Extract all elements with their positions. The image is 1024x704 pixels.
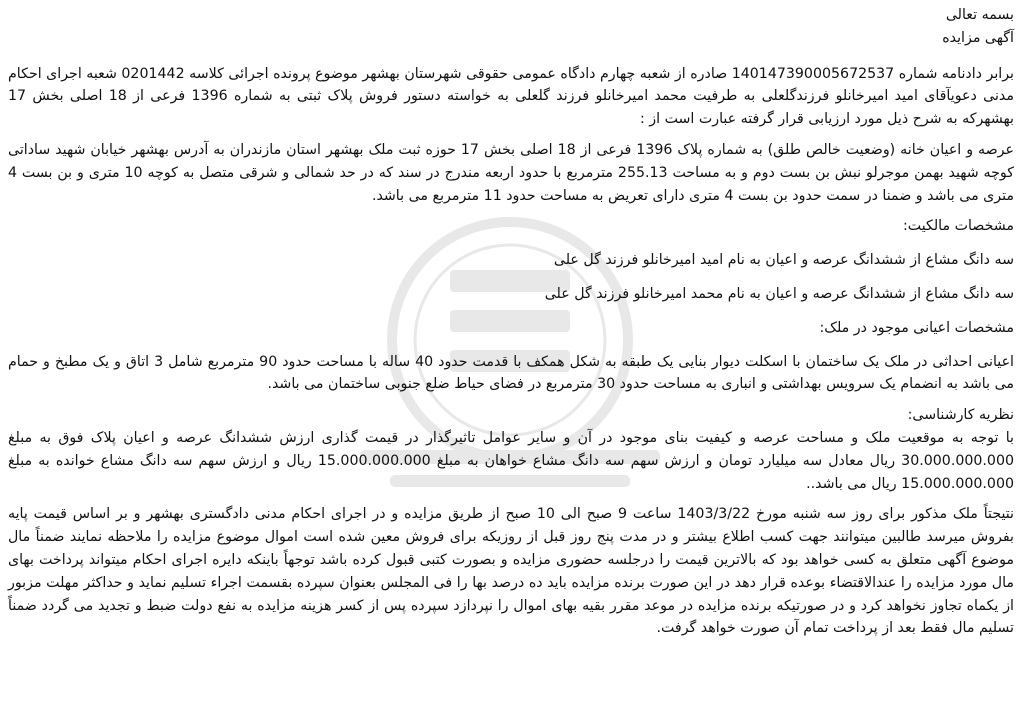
intro-paragraph: برابر دادنامه شماره 140147390005672537 صادره از شعبه چهارم دادگاه عمومی حقوقی شهرستان بهشهر موضوع پرونده اجرائی کلاسه 0201442 شعبه اجرای احکام مدنی دعویآقای امید امیرخانلو فرزندگلعلی به طرفیت محمد امیرخانلو فرزند گلعلی به خواسته دستور فروش پلاک ثبتی به شماره 1396 فرعی از 18 اصلی بخش 17 بهشهرکه به شرح ذیل مورد ارزیابی قرار گرفته عبارت است از : [8, 65, 1014, 128]
ownership-label: مشخصات مالکیت: [903, 218, 1014, 235]
owner-line-1: سه دانگ مشاع از ششدانگ عرصه و اعیان به نام امید امیرخانلو فرزند گل علی [553, 252, 1014, 269]
expert-label: نظریه کارشناسی: [907, 407, 1014, 424]
invocation-heading: بسمه تعالی [945, 7, 1014, 23]
buildings-paragraph: اعیانی احداثی در ملک یک ساختمان با اسکلت دیوار بنایی یک طبقه به شکل همکف با قدمت حدود 40 ساله با مساحت حدود 90 مترمربع شامل 3 اتاق و یک مطبخ و حمام می باشد به انضمام یک سرویس بهداشتی و انباری به مساحت حدود 30 مترمربع در فضای حیاط ضلع جنوبی ساختمان می باشد. [8, 353, 1014, 393]
auction-notice [8, 4, 1014, 640]
expert-paragraph: با توجه به موقعیت ملک و مساحت عرصه و کیفیت بنای موجود در آن و سایر عوامل تاثیرگذار در قیمت گذاری ارزش ششدانگ عرصه و اعیان پلاک فوق به مبلغ 30.000.000.000 ریال معادل سه میلیارد تومان و ارزش سهم سه دانگ مشاع خواهان به مبلغ 15.000.000.000 ریال و ارزش سهم سه دانگ مشاع خوانده به مبلغ 15.000.000.000 ریال می باشد.. [8, 429, 1014, 492]
buildings-label: مشخصات اعیانی موجود در ملک: [819, 319, 1014, 336]
notice-title: آگهی مزایده [942, 29, 1014, 46]
owner-line-2: سه دانگ مشاع از ششدانگ عرصه و اعیان به نام محمد امیرخانلو فرزند گل علی [544, 285, 1014, 302]
property-paragraph: عرصه و اعیان خانه (وضعیت خالص طلق) به شماره پلاک 1396 فرعی از 18 اصلی بخش 17 حوزه ثبت ملک بهشهر استان مازندران به آدرس بهشهر خیابان شهید ساداتی کوچه شهید بهمن موجرلو نبش بن بست دوم و به مساحت 255.13 مترمربع با حدود اربعه مندرج در سند که در حد شمالی و شرقی متصل به کوچه 10 متری و بن بست 4 متری می باشد و ضمنا در سمت حدود بن بست 4 متری دارای تعریض به مساحت حدود 11 مترمربع می باشد. [8, 141, 1015, 204]
conclusion-paragraph: نتیجتاً ملک مذکور برای روز سه شنبه مورخ 1403/3/22 ساعت 9 صبح الی 10 صبح از طریق مزایده و در اجرای احکام مدنی دادگستری بهشهر و بر اساس قیمت پایه بفروش میرسد طالبین میتوانند جهت کسب اطلاع بیشتر و در مدت پنج روز قبل از روزیکه برای فروش معین شده است اموال موضوع مزایده را ملاحظه نمایند ضمناً مال موضوع آگهی متعلق به کسی خواهد بود که بالاترین قیمت را درجلسه حضوری مزایده و بصورت کتبی قبول کرده باشد توجهاً باینکه دایره اجرای احکام میتواند پرداخت بهای مال مورد مزایده را عندالاقتضاء بوعده قرار دهد در این صورت برنده مزایده باید ده درصد بها را فی المجلس بعنوان سپرده بقسمت اجراء تسلیم نماید و حداکثر مهلت مزبور از یکماه تجاوز نخواهد کرد و در صورتیکه برنده مزایده در موعد مقرر بقیه بهای اموال را نپردازد سپرده پس از کسر هزینه مزایده به نفع دولت ضبط و تجدید می گردد ضمناً تسلیم مال فقط بعد از پرداخت تمام آن صورت خواهد گرفت. [8, 506, 1015, 637]
